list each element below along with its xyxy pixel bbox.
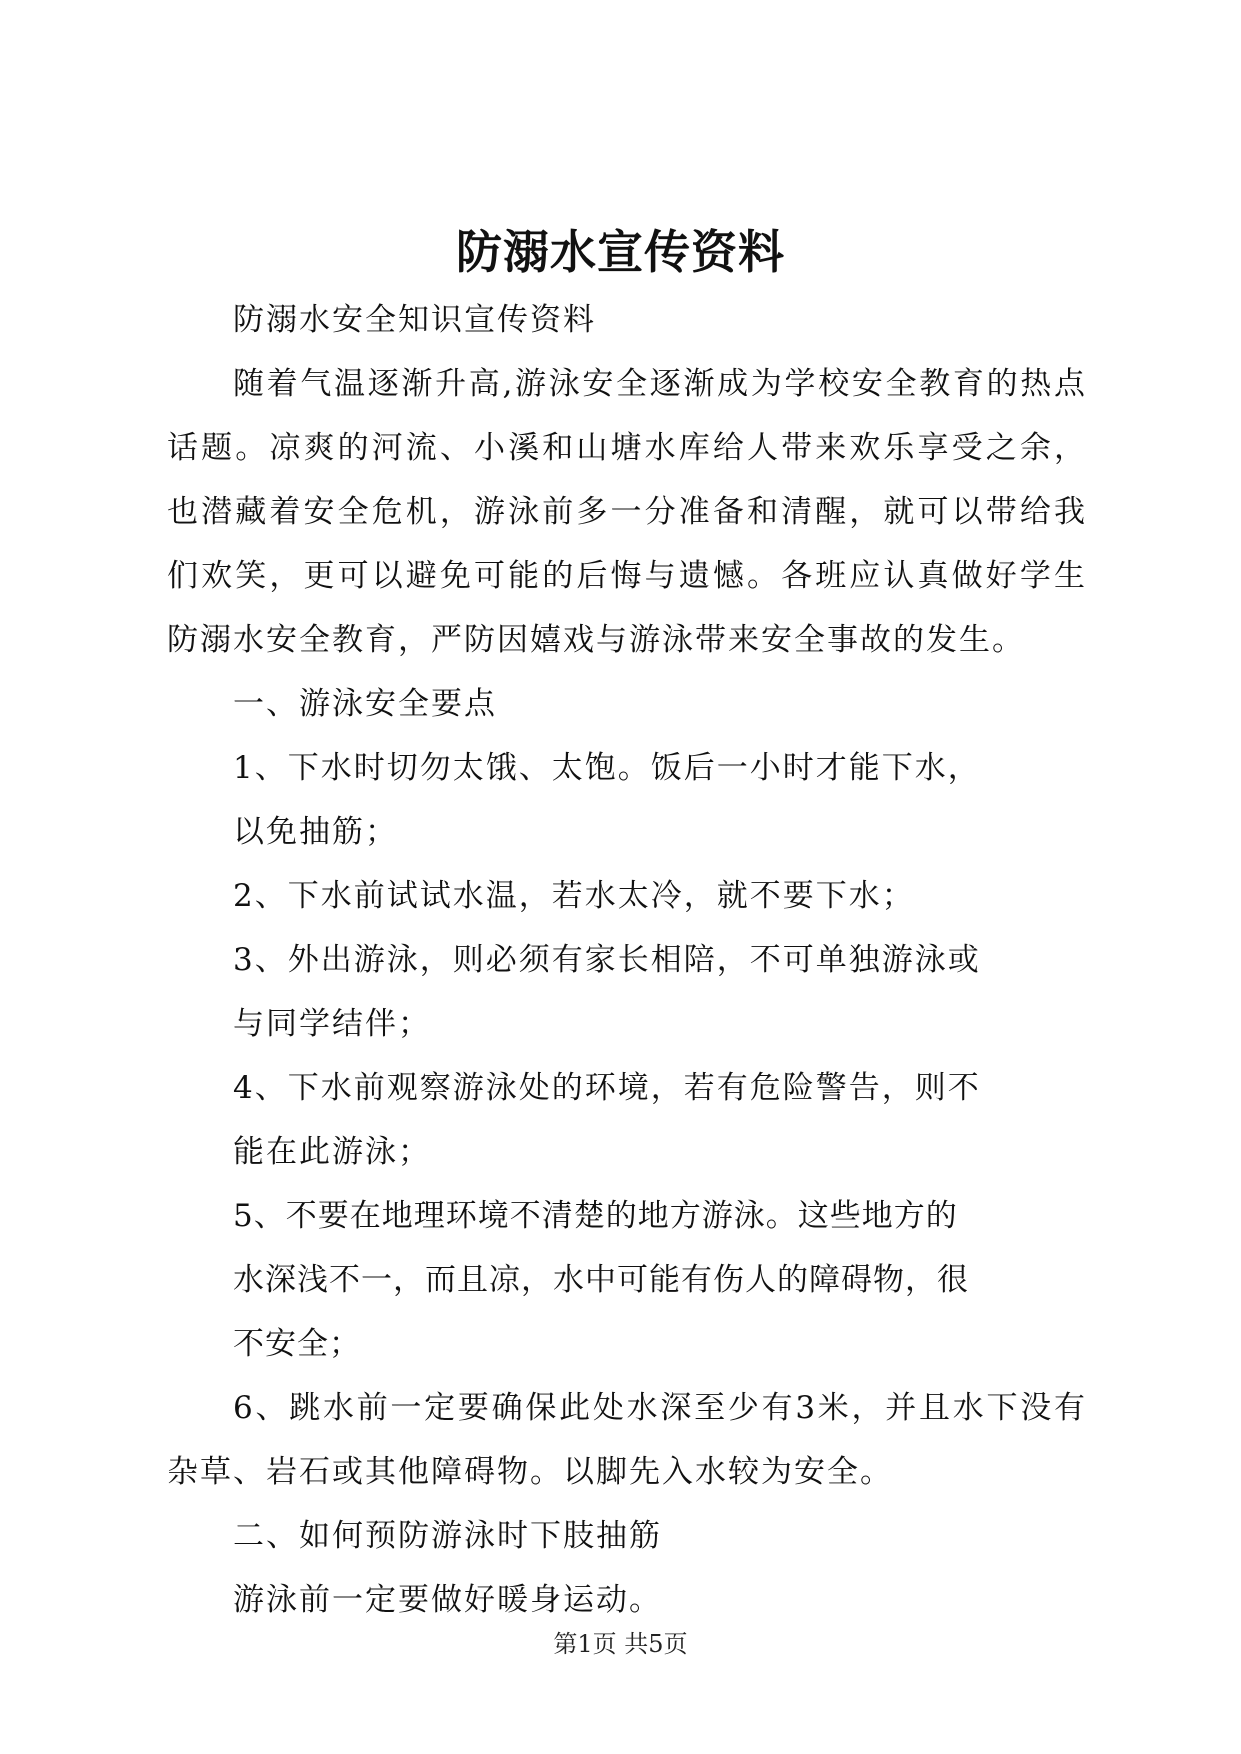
list-item: 1、下水时切勿太饿、太饱。饭后一小时才能下水，以免抽筋； <box>233 750 981 850</box>
list-item: 4、下水前观察游泳处的环境，若有危险警告，则不能在此游泳； <box>233 1070 981 1170</box>
intro-paragraph: 随着气温逐渐升高,游泳安全逐渐成为学校安全教育的热点话题。凉爽的河流、小溪和山塘水库给人带来欢乐享受之余，也潜藏着安全危机，游泳前多一分准备和清醒，就可以带给我们欢笑，更可以避免可能的后悔与遗憾。各班应认真做好学生防溺水安全教育，严防因嬉戏与游泳带来安全事故的发生。 <box>167 366 1087 658</box>
safety-list <box>167 736 1087 1376</box>
list-item: 5、不要在地理环境不清楚的地方游泳。这些地方的水深浅不一，而且凉，水中可能有伤人的障碍物，很不安全； <box>233 1198 969 1362</box>
list-item: 2、下水前试试水温，若水太冷，就不要下水； <box>233 878 915 914</box>
document-body <box>167 288 1087 1632</box>
subtitle: 防溺水安全知识宣传资料 <box>233 302 596 338</box>
section-heading-1: 一、游泳安全要点 <box>233 686 497 722</box>
document-title: 防溺水宣传资料 <box>456 225 785 279</box>
section-2-text: 游泳前一定要做好暖身运动。 <box>233 1582 662 1618</box>
list-item: 3、外出游泳，则必须有家长相陪，不可单独游泳或与同学结伴； <box>233 942 981 1042</box>
list-item-6: 6、跳水前一定要确保此处水深至少有3米，并且水下没有杂草、岩石或其他障碍物。以脚先入水较为安全。 <box>167 1390 1087 1490</box>
section-heading-2: 二、如何预防游泳时下肢抽筋 <box>233 1518 662 1554</box>
page-footer: 第1页 共5页 <box>553 1630 688 1658</box>
